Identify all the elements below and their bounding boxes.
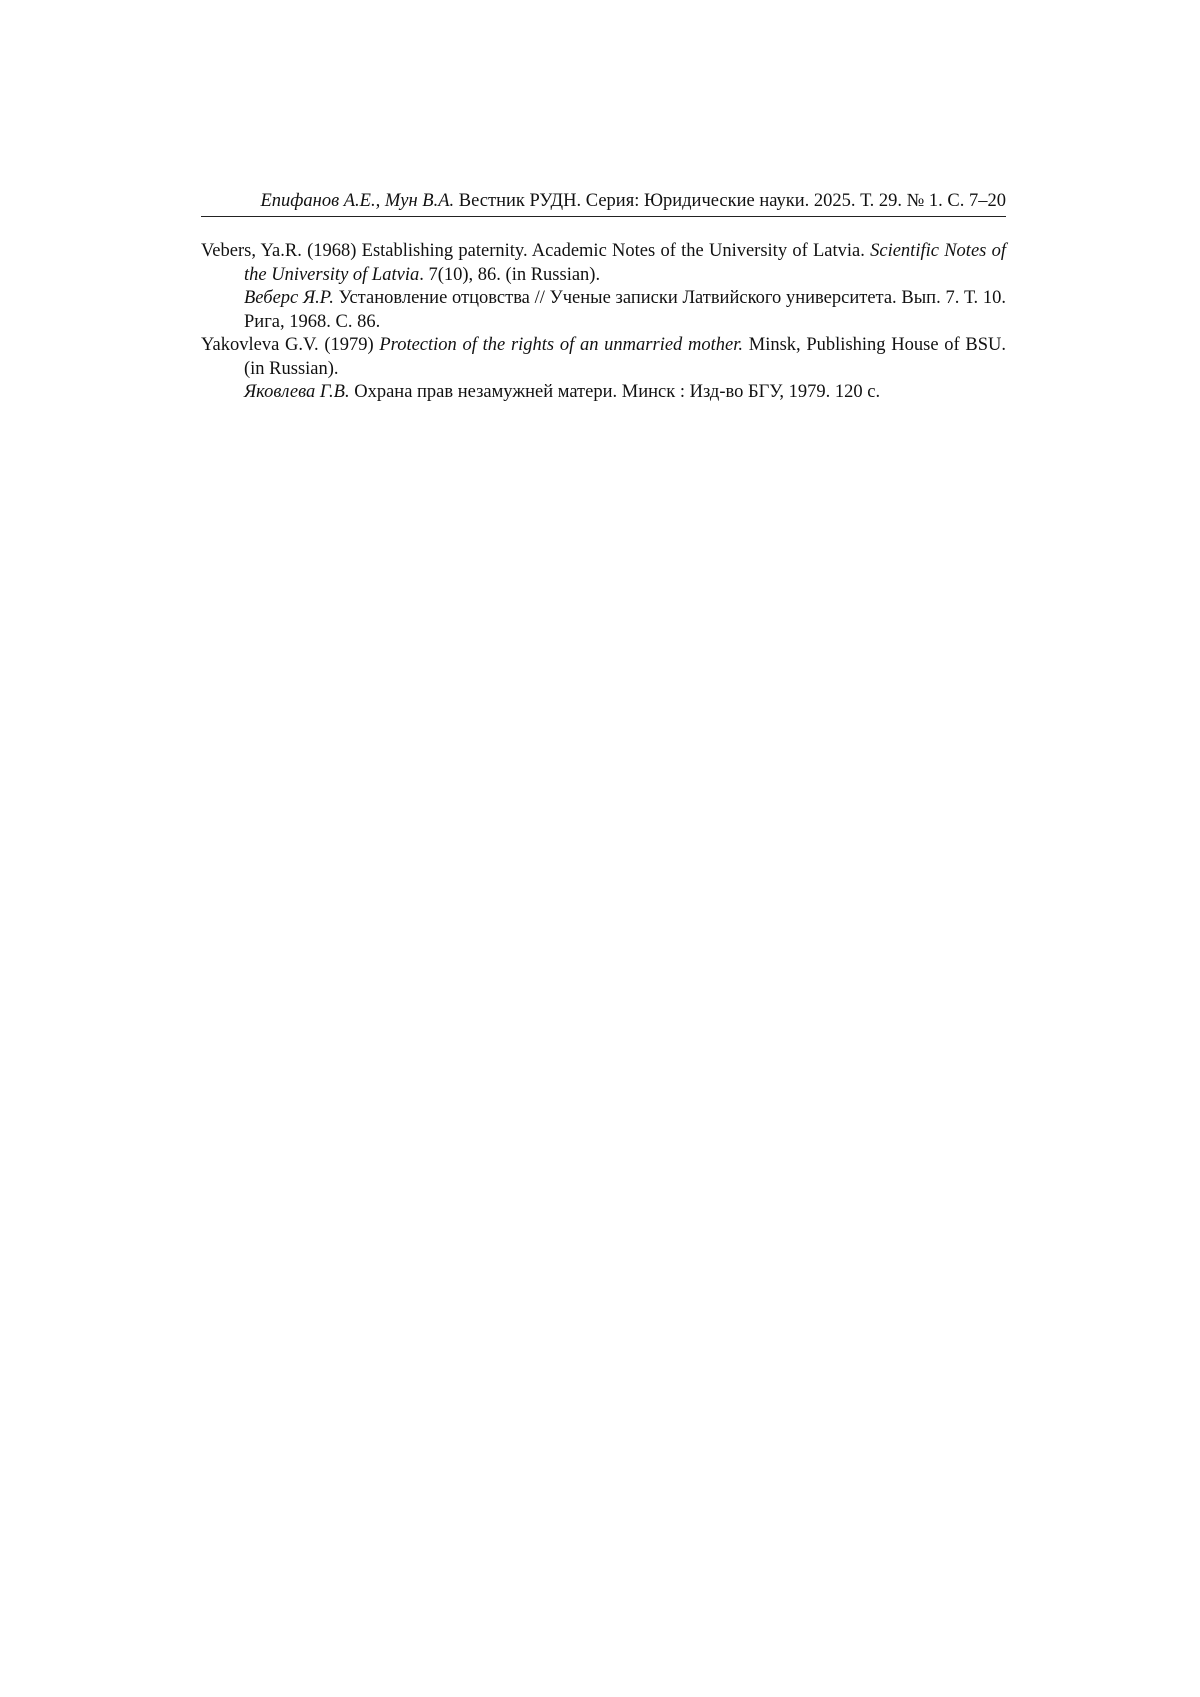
reference-en: Vebers, Ya.R. (1968) Establishing paternity. Academic Notes of the University of Latvia. Scientific Notes of the University of Latvia. 7(10), 86. (in Russian). <box>201 240 1006 287</box>
reference-en: Yakovleva G.V. (1979) Protection of the rights of an unmarried mother. Minsk, Publishing House of BSU. (in Russian). <box>201 334 1006 381</box>
reference-ru: Веберс Я.Р. Установление отцовства // Ученые записки Латвийского университета. Вып. 7. Т. 10. Рига, 1968. С. 86. <box>201 287 1006 334</box>
page <box>0 0 1200 1697</box>
content <box>201 240 1006 405</box>
running-header <box>201 189 1006 217</box>
header-authors: Епифанов А.Е., Мун В.А. <box>260 191 454 211</box>
header-citation: Вестник РУДН. Серия: Юридические науки. 2025. Т. 29. № 1. С. 7–20 <box>459 191 1006 211</box>
reference-ru: Яковлева Г.В. Охрана прав незамужней матери. Минск : Изд-во БГУ, 1979. 120 с. <box>201 381 1006 405</box>
